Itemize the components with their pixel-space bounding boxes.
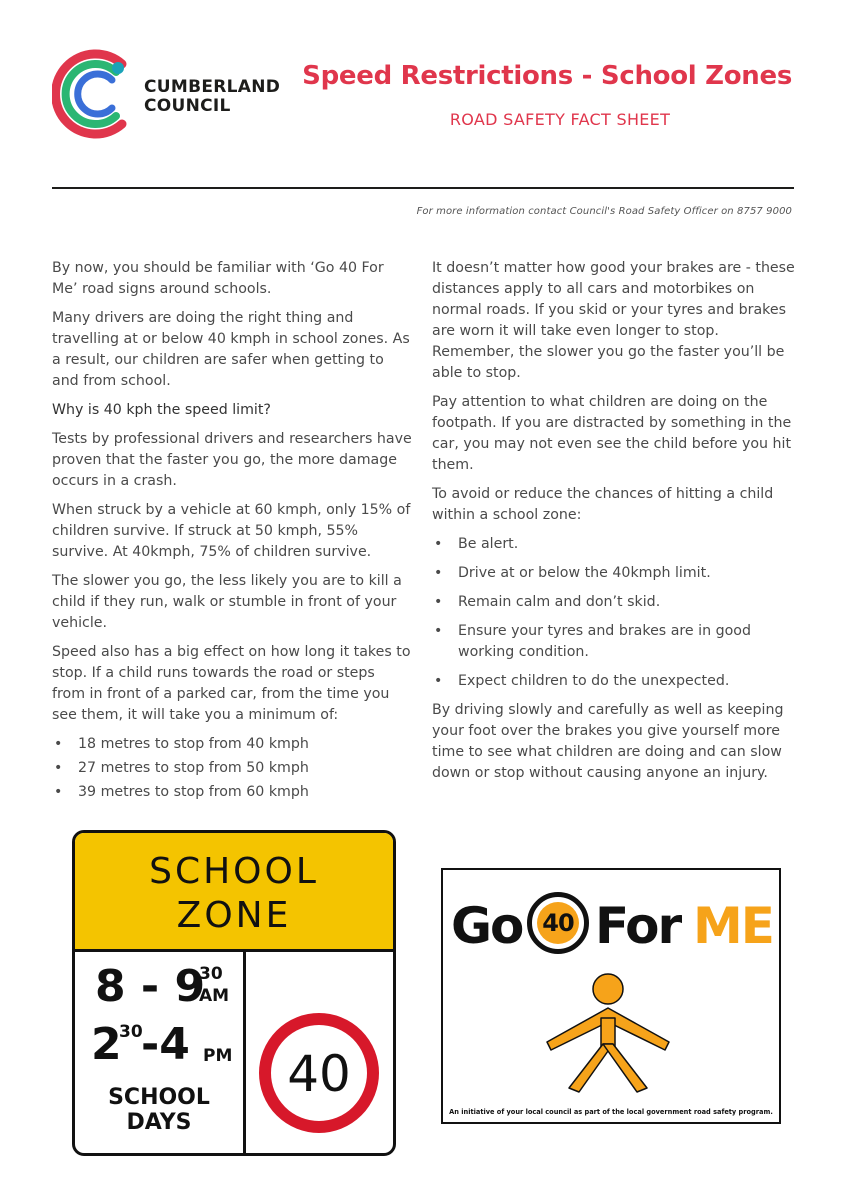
- bullet-icon: •: [54, 736, 63, 752]
- speed-limit-number: 40: [287, 1045, 351, 1103]
- paragraph: It doesn’t matter how good your brakes are - these distances apply to all cars and motorbikes on normal roads. If you skid or your tyres and brakes are worn it will take even longer to stop. Remember, the slower you go the faster you’ll be able to stop.: [432, 260, 795, 381]
- list-item-text: Drive at or below the 40kmph limit.: [458, 565, 711, 581]
- go-word: Go: [451, 897, 523, 955]
- bullet-icon: •: [434, 594, 443, 610]
- list-item: [432, 592, 798, 613]
- list-item: [432, 534, 798, 555]
- list-item-text: 18 metres to stop from 40 kmph: [78, 736, 309, 752]
- paragraph: By now, you should be familiar with ‘Go 40 For Me’ road signs around schools.: [52, 260, 384, 297]
- council-name-line2: COUNCIL: [144, 96, 231, 116]
- right-column: [432, 258, 798, 792]
- morning-hours: 8 - 9: [95, 961, 206, 1012]
- school-zone-sign: [72, 830, 396, 1156]
- paragraph: Tests by professional drivers and researchers have proven that the faster you go, the more damage occurs in a crash.: [52, 431, 412, 489]
- council-logo: [52, 46, 282, 142]
- afternoon-minutes: 30: [119, 1022, 143, 1042]
- go40-ring-icon: [527, 892, 589, 954]
- afternoon-time: [89, 1019, 239, 1077]
- morning-ampm: AM: [199, 986, 230, 1006]
- bullet-icon: •: [434, 673, 443, 689]
- afternoon-end: -4: [141, 1019, 190, 1070]
- for-word: For: [595, 897, 681, 955]
- bullet-icon: •: [434, 623, 443, 639]
- council-name: [144, 78, 280, 116]
- list-item: [52, 734, 412, 755]
- section-question: Why is 40 kph the speed limit?: [52, 402, 271, 418]
- bullet-icon: •: [54, 784, 63, 800]
- left-column: [52, 258, 412, 811]
- morning-time: [89, 961, 239, 1019]
- afternoon-start: 2: [91, 1019, 122, 1070]
- paragraph: Pay attention to what children are doing on the footpath. If you are distracted by something in the car, you may not even see the child before you hit them.: [432, 394, 792, 473]
- sign-school-word: SCHOOL: [149, 851, 319, 892]
- paragraph: To avoid or reduce the chances of hitting a child within a school zone:: [432, 486, 774, 523]
- paragraph: Many drivers are doing the right thing and travelling at or below 40 kmph in school zones. As a result, our children are safer when getting to and from school.: [52, 310, 410, 389]
- list-item: [52, 782, 412, 803]
- paragraph: When struck by a vehicle at 60 kmph, only 15% of children survive. If struck at 50 kmph, 55% survive. At 40kmph, 75% of children survive.: [52, 502, 411, 560]
- safety-tips-list: [432, 534, 798, 692]
- list-item: [432, 621, 798, 663]
- list-item-text: Ensure your tyres and brakes are in good working condition.: [458, 623, 751, 660]
- contact-note: For more information contact Council's Road Safety Officer on 8757 9000: [416, 206, 792, 217]
- list-item-text: 39 metres to stop from 60 kmph: [78, 784, 309, 800]
- list-item: [432, 671, 798, 692]
- list-item-text: Remain calm and don’t skid.: [458, 594, 661, 610]
- cumberland-c-logo-icon: [52, 46, 136, 142]
- stopping-distance-list: [52, 734, 412, 803]
- me-word: ME: [693, 897, 773, 955]
- list-item: [52, 758, 412, 779]
- header-divider: [52, 187, 794, 189]
- paragraph: Speed also has a big effect on how long it takes to stop. If a child runs towards the road or steps from in front of a parked car, from the time you see them, it will take you a minimum of:: [52, 644, 411, 723]
- school-days-line2: DAYS: [126, 1110, 192, 1135]
- school-days-line1: SCHOOL: [108, 1085, 210, 1110]
- sign-divider: [243, 952, 246, 1153]
- morning-minutes: 30: [199, 964, 223, 984]
- child-stick-figure-icon: [543, 972, 673, 1098]
- list-item-text: Be alert.: [458, 536, 519, 552]
- go40-number: 40: [537, 902, 579, 944]
- council-name-line1: CUMBERLAND: [144, 77, 281, 97]
- sign-zone-word: ZONE: [176, 895, 292, 936]
- go40-headline: [449, 892, 773, 962]
- paragraph: The slower you go, the less likely you are to kill a child if they run, walk or stumble in front of your vehicle.: [52, 573, 402, 631]
- list-item-text: 27 metres to stop from 50 kmph: [78, 760, 309, 776]
- bullet-icon: •: [434, 536, 443, 552]
- bullet-icon: •: [54, 760, 63, 776]
- afternoon-ampm: PM: [203, 1046, 233, 1066]
- school-days-label: [89, 1085, 229, 1135]
- list-item: [432, 563, 798, 584]
- school-zone-header: [75, 833, 393, 952]
- go-40-for-me-sign: [441, 868, 781, 1124]
- bullet-icon: •: [434, 565, 443, 581]
- page-subtitle: ROAD SAFETY FACT SHEET: [449, 110, 671, 129]
- sign-footer-note: An initiative of your local council as part of the local government road safety program.: [449, 1108, 773, 1116]
- page-title: Speed Restrictions - School Zones: [302, 61, 792, 91]
- list-item-text: Expect children to do the unexpected.: [458, 673, 730, 689]
- speed-limit-40-icon: [255, 1009, 383, 1137]
- sign-times: [89, 961, 239, 1077]
- paragraph: By driving slowly and carefully as well as keeping your foot over the brakes you give yourself more time to see what children are doing and can slow down or stop without causing anyone an injury.: [432, 702, 784, 781]
